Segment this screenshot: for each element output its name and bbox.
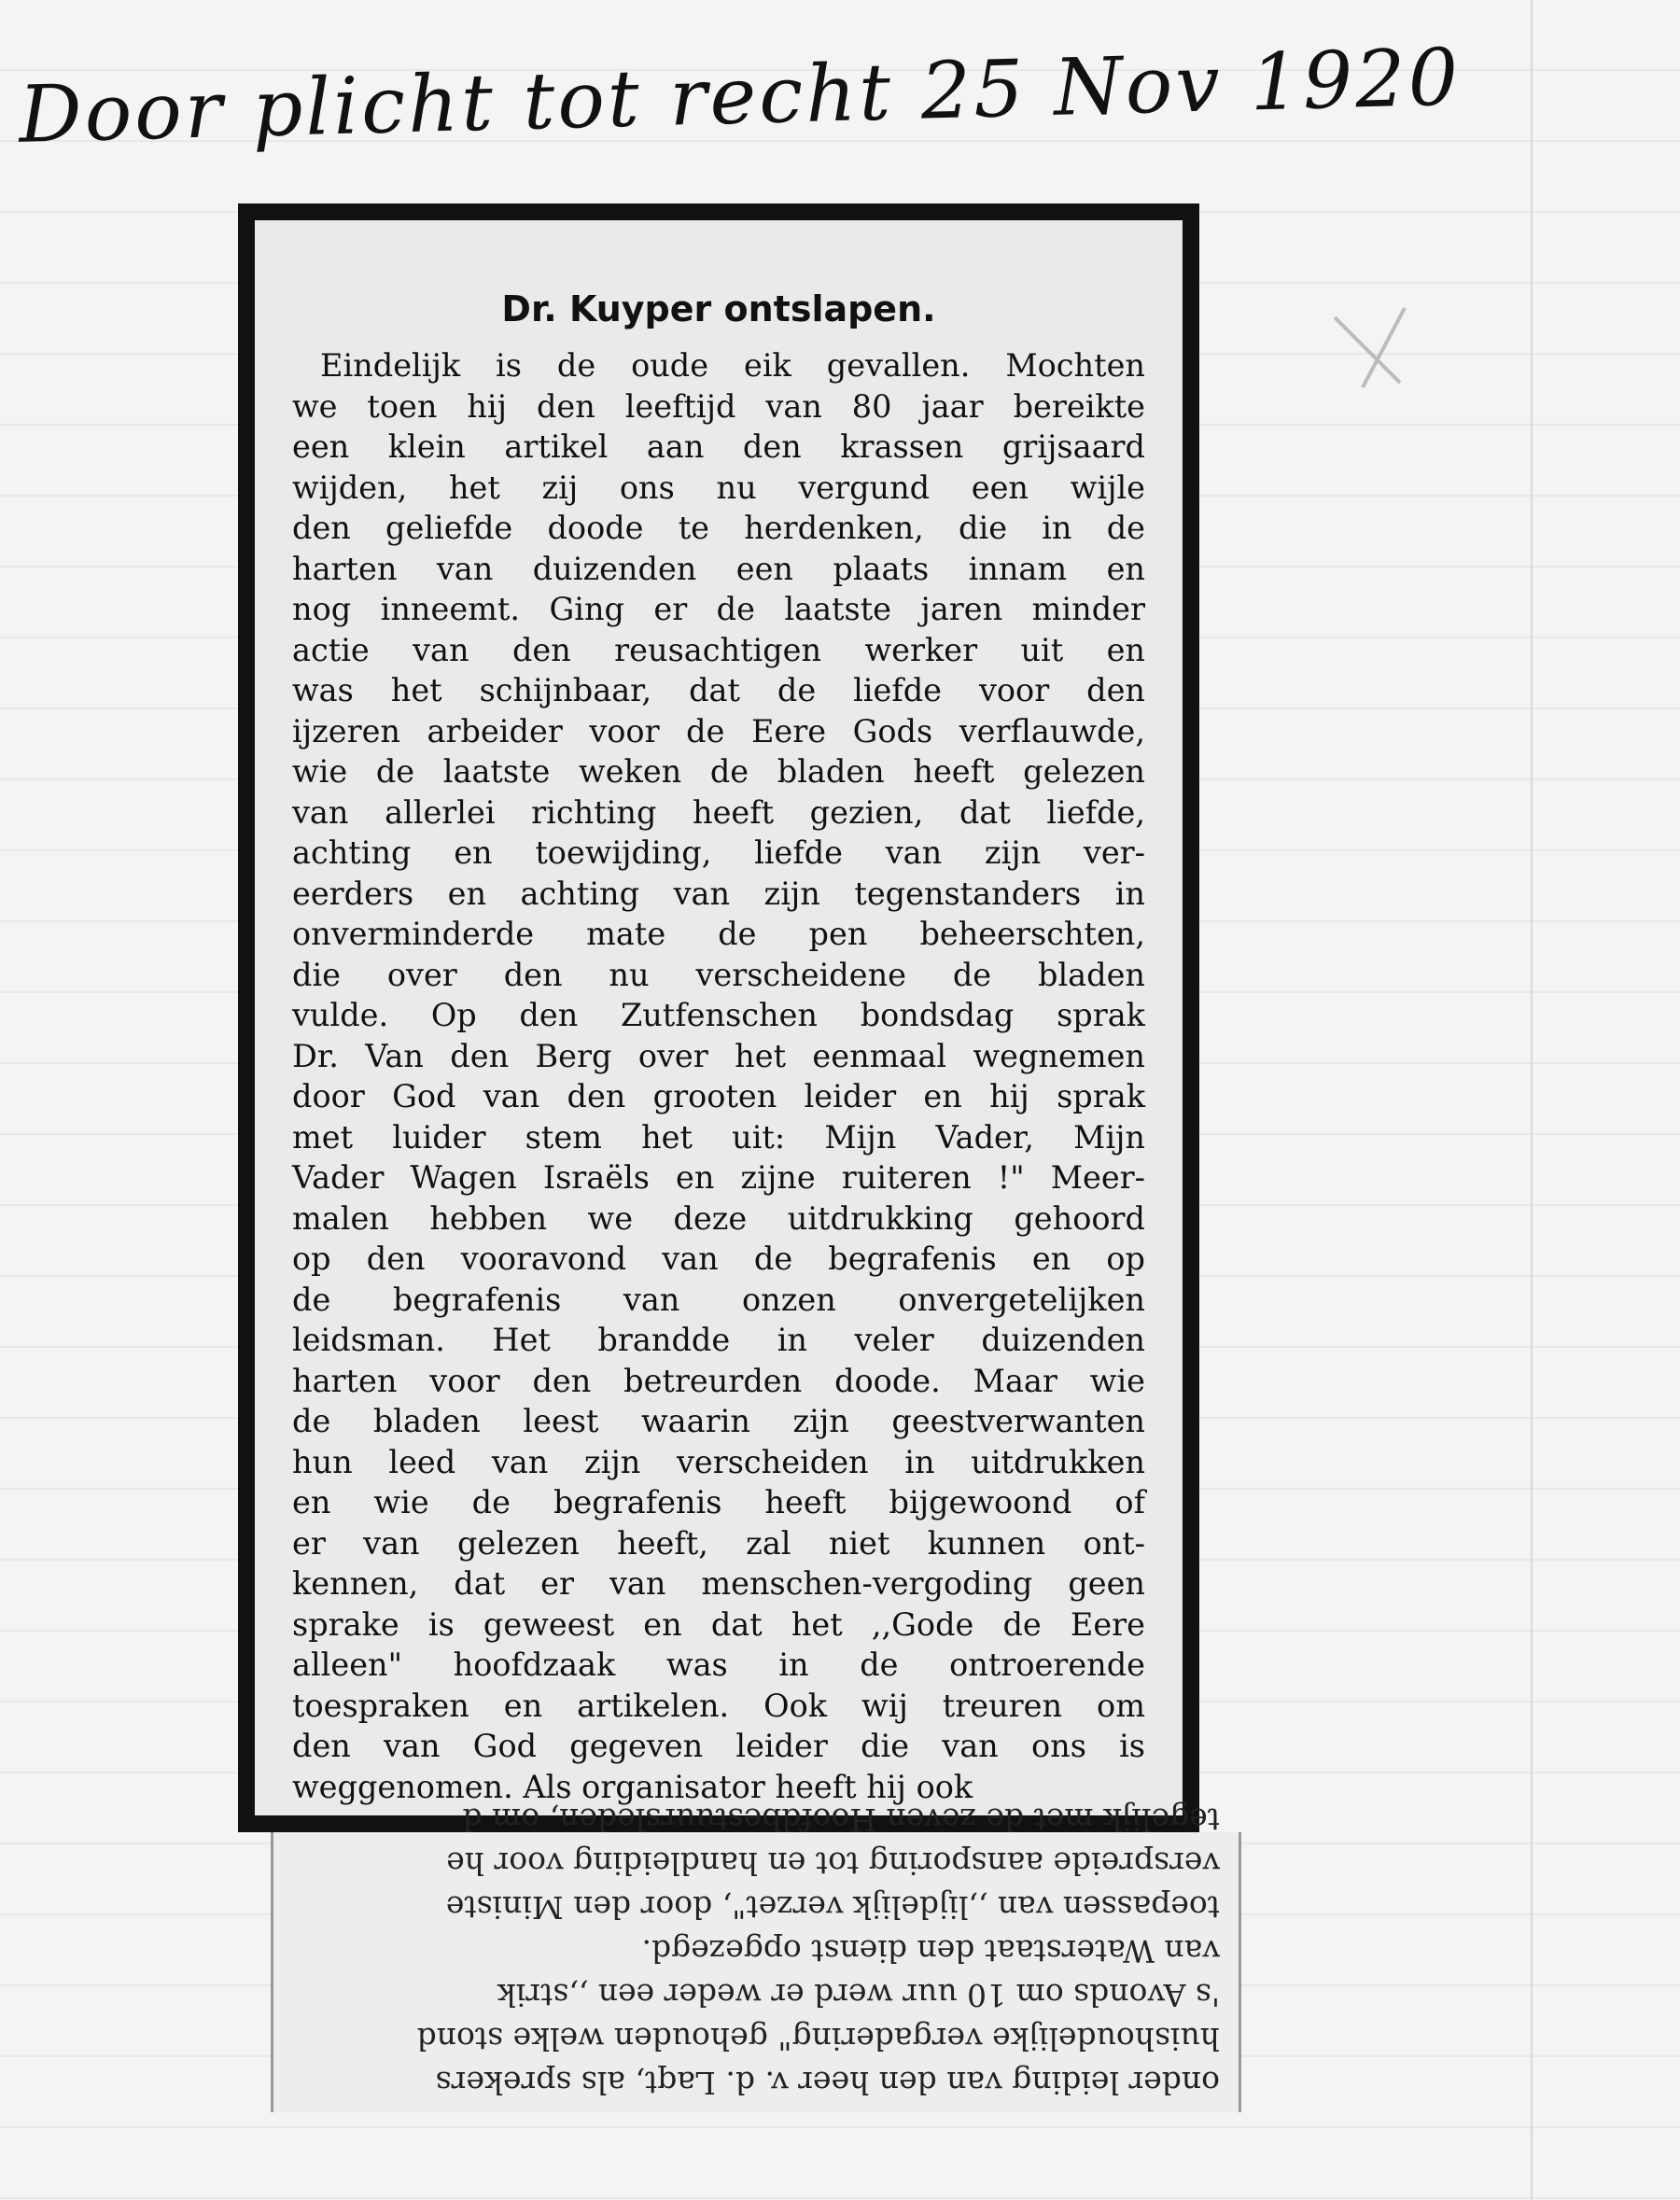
upside-down-line: van Waterstaat den dienst opgezegd. <box>641 1933 1220 1969</box>
upside-down-line: 's Avonds om 10 uur werd er weder een ,,strik <box>497 1977 1220 2013</box>
clipping-line: sprake is geweest en dat het ,,Gode de Eere <box>292 1605 1145 1643</box>
handwritten-heading: Door plicht tot recht 25 Nov 1920 <box>17 31 1463 161</box>
clipping-line: van allerlei richting heeft gezien, dat liefde, <box>292 793 1145 831</box>
clipping-line: en wie de begrafenis heeft bijgewoond of <box>292 1484 1145 1520</box>
clipping-line: we toen hij den leeftijd van 80 jaar bereikte <box>292 387 1145 425</box>
margin-line <box>1531 0 1533 2200</box>
clipping-line: met luider stem het uit: Mijn Vader, Mijn <box>292 1118 1145 1156</box>
upside-down-line: toepassen van ,,lijdelijk verzet", door den Ministe <box>445 1889 1220 1926</box>
clipping-line: wijden, het zij ons nu vergund een wijle <box>292 469 1145 506</box>
upside-down-line: tegelijk met de zeven Hoofdbestuursleden, om d <box>462 1801 1220 1838</box>
upside-down-clipping <box>271 1801 1241 2112</box>
clipping-line: Dr. Van den Berg over het eenmaal wegnemen <box>292 1037 1145 1074</box>
clipping-line: een klein artikel aan den krassen grijsaard <box>292 428 1145 465</box>
clipping-line: den geliefde doode te herdenken, die in de <box>292 510 1145 546</box>
clipping-line: achting en toewijding, liefde van zijn ver- <box>292 834 1145 871</box>
upside-down-line: onder leiding van den heer v. d. Laqt, als sprekers <box>435 2065 1220 2101</box>
clipping-line: door God van den grooten leider en hij sprak <box>292 1078 1145 1114</box>
clipping-line: vulde. Op den Zutfenschen bondsdag sprak <box>292 997 1145 1033</box>
clipping-text <box>292 286 1145 1807</box>
clipping-line: den van God gegeven leider die van ons is <box>292 1728 1145 1764</box>
clipping-line: Eindelijk is de oude eik gevallen. Mochten <box>320 347 1145 384</box>
clipping-line: was het schijnbaar, dat de liefde voor den <box>292 672 1145 708</box>
clipping-body <box>292 345 1145 1807</box>
clipping-line: harten van duizenden een plaats innam en <box>292 550 1145 587</box>
upside-down-body <box>292 1798 1220 2105</box>
newspaper-clipping <box>238 203 1199 1832</box>
clipping-line: de bladen leest waarin zijn geestverwanten <box>292 1403 1145 1439</box>
clipping-line: eerders en achting van zijn tegenstanders in <box>292 875 1145 912</box>
clipping-line: er van gelezen heeft, zal niet kunnen ont- <box>292 1524 1145 1562</box>
clipping-line: malen hebben we deze uitdrukking gehoord <box>292 1199 1145 1237</box>
clipping-line: leidsman. Het brandde in veler duizenden <box>292 1322 1145 1358</box>
clipping-line: wie de laatste weken de bladen heeft gelezen <box>292 753 1145 790</box>
upside-down-line: huishoudelijke vergadering" gehouden welke stond <box>416 2021 1220 2057</box>
clipping-line: harten voor den betreurden doode. Maar wie <box>292 1362 1145 1399</box>
clipping-line: Vader Wagen Israëls en zijne ruiteren !" Meer- <box>292 1159 1145 1196</box>
clipping-line: nog inneemt. Ging er de laatste jaren minder <box>292 591 1145 627</box>
clipping-title: Dr. Kuyper ontslapen. <box>501 288 936 329</box>
clipping-line: kennen, dat er van menschen-vergoding geen <box>292 1565 1145 1602</box>
clipping-line: op den vooravond van de begrafenis en op <box>292 1240 1145 1277</box>
clipping-line: actie van den reusachtigen werker uit en <box>292 631 1145 668</box>
pencil-mark-icon <box>1325 299 1419 392</box>
clipping-line: ijzeren arbeider voor de Eere Gods verflauwde, <box>292 712 1145 750</box>
clipping-line: toespraken en artikelen. Ook wij treuren om <box>292 1687 1145 1724</box>
clipping-line: die over den nu verscheidene de bladen <box>292 956 1145 993</box>
clipping-line: alleen" hoofdzaak was in de ontroerende <box>292 1646 1145 1683</box>
clipping-line: de begrafenis van onzen onvergetelijken <box>292 1281 1145 1318</box>
clipping-line: weggenomen. Als organisator heeft hij ook <box>292 1768 973 1805</box>
clipping-line: onverminderde mate de pen beheerschten, <box>292 916 1145 952</box>
upside-down-line: verspreide aansporing tot en handleiding voor he <box>446 1845 1220 1882</box>
clipping-line: hun leed van zijn verscheiden in uitdrukken <box>292 1443 1145 1480</box>
